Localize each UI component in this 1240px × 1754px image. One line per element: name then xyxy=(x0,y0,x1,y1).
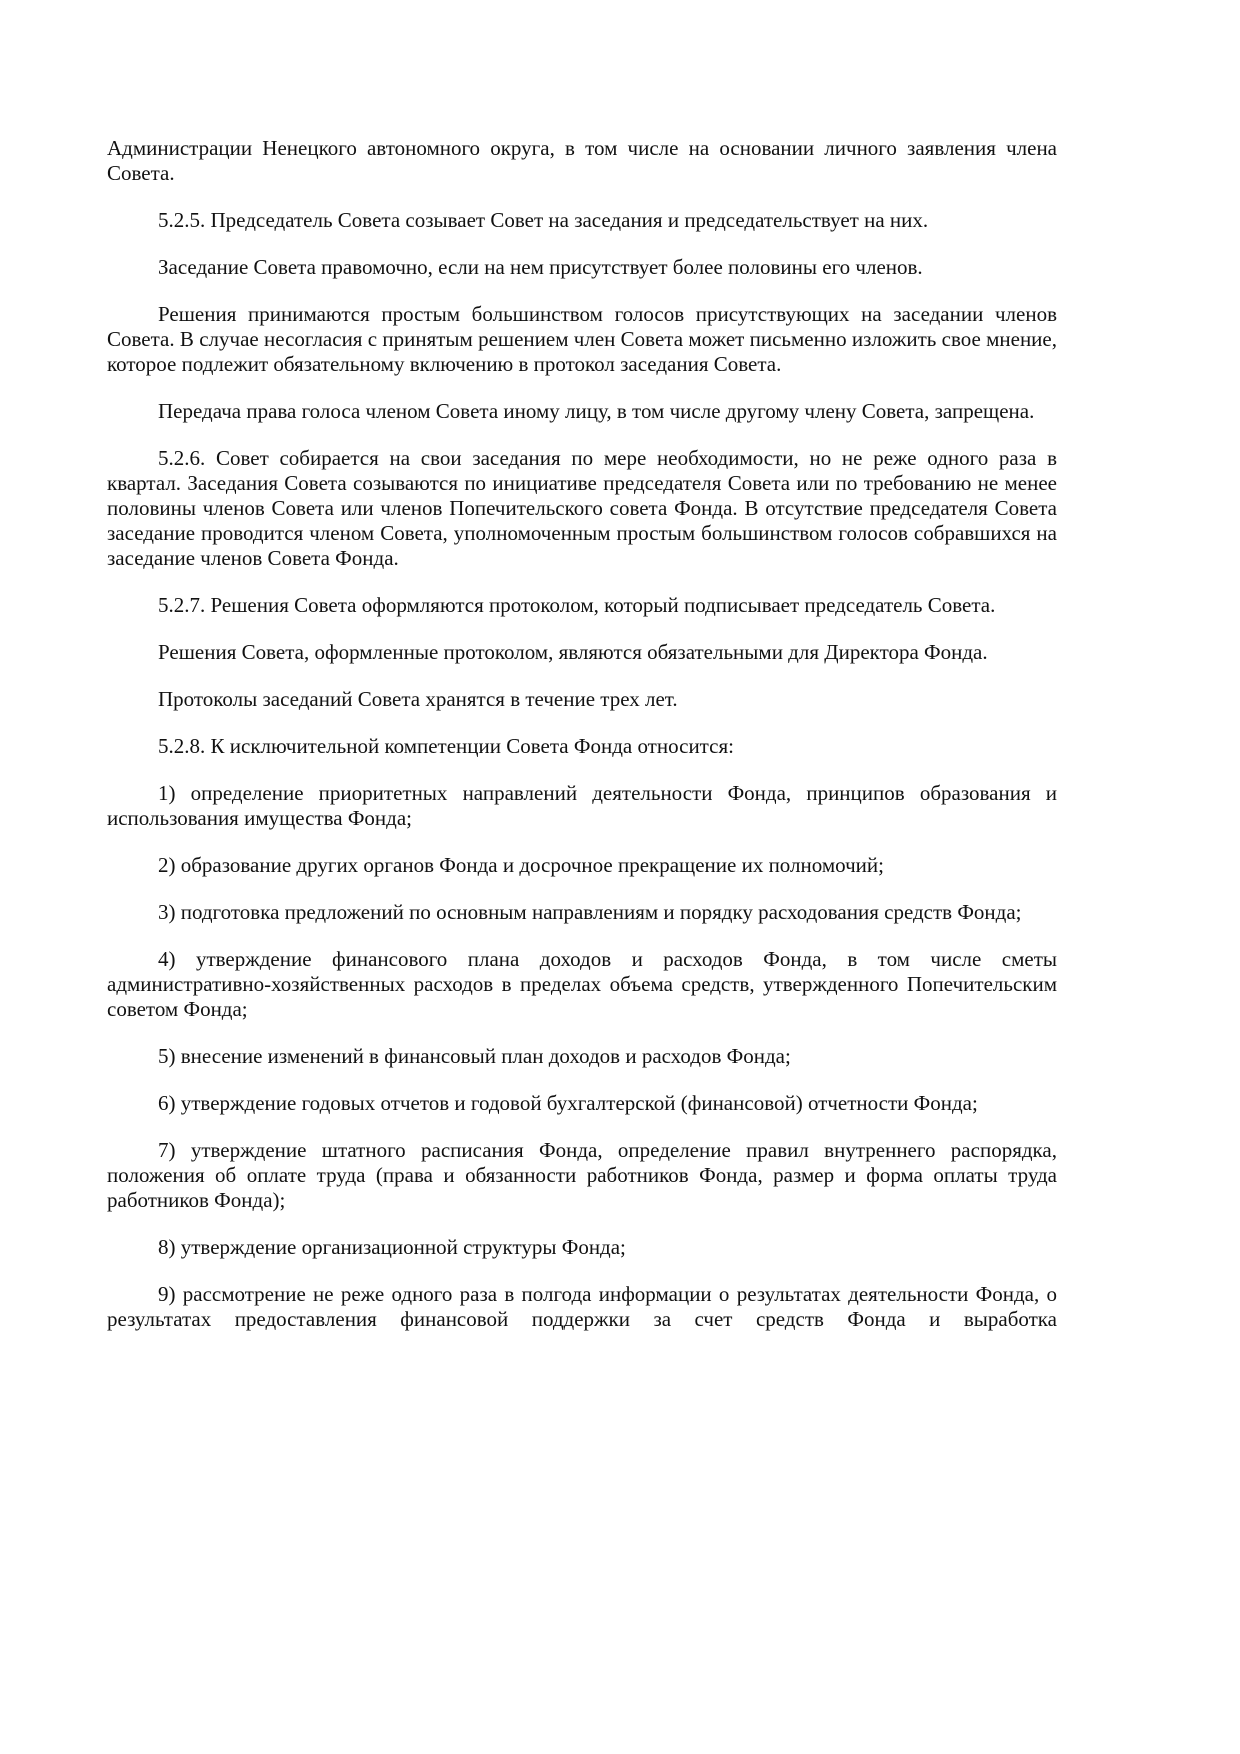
list-item-2: 2) образование других органов Фонда и досрочное прекращение их полномочий; xyxy=(158,853,884,877)
paragraph-binding-decisions: Решения Совета, оформленные протоколом, являются обязательными для Директора Фонда. xyxy=(158,640,988,664)
list-item-8: 8) утверждение организационной структуры Фонда; xyxy=(158,1235,626,1259)
paragraph-vote-transfer: Передача права голоса членом Совета иному лицу, в том числе другому члену Совета, запрещена. xyxy=(158,399,1035,423)
paragraph-quorum: Заседание Совета правомочно, если на нем присутствует более половины его членов. xyxy=(158,255,923,279)
paragraph-5-2-6: 5.2.6. Совет собирается на свои заседания по мере необходимости, но не реже одного раза в квартал. Заседания Совета созываются по инициативе председателя Совета или по требованию не менее половины членов Совета или членов Попечительского совета Фонда. В отсутствие председателя Совета заседание проводится членом Совета, уполномоченным простым большинством голосов собравшихся на заседание членов Совета Фонда. xyxy=(107,446,1057,570)
list-item-7: 7) утверждение штатного расписания Фонда, определение правил внутреннего распорядка, положения об оплате труда (права и обязанности работников Фонда, размер и форма оплаты труда работников Фонда); xyxy=(107,1138,1057,1212)
document-page xyxy=(107,136,1057,1354)
paragraph-5-2-7: 5.2.7. Решения Совета оформляются протоколом, который подписывает председатель Совета. xyxy=(158,593,996,617)
paragraph-continuation: Администрации Ненецкого автономного округа, в том числе на основании личного заявления члена Совета. xyxy=(107,136,1057,185)
list-item-6: 6) утверждение годовых отчетов и годовой бухгалтерской (финансовой) отчетности Фонда; xyxy=(158,1091,978,1115)
list-item-5: 5) внесение изменений в финансовый план доходов и расходов Фонда; xyxy=(158,1044,791,1068)
list-item-3: 3) подготовка предложений по основным направлениям и порядку расходования средств Фонда; xyxy=(158,900,1022,924)
paragraph-protocol-storage: Протоколы заседаний Совета хранятся в течение трех лет. xyxy=(158,687,678,711)
list-item-9: 9) рассмотрение не реже одного раза в полгода информации о результатах деятельности Фонда, о результатах предоставления финансовой поддержки за счет средств Фонда и выработка xyxy=(107,1282,1057,1331)
paragraph-decisions: Решения принимаются простым большинством голосов присутствующих на заседании членов Совета. В случае несогласия с принятым решением член Совета может письменно изложить свое мнение, которое подлежит обязательному включению в протокол заседания Совета. xyxy=(107,302,1057,376)
paragraph-5-2-8: 5.2.8. К исключительной компетенции Совета Фонда относится: xyxy=(158,734,734,758)
paragraph-5-2-5: 5.2.5. Председатель Совета созывает Совет на заседания и председательствует на них. xyxy=(158,208,929,232)
list-item-1: 1) определение приоритетных направлений деятельности Фонда, принципов образования и использования имущества Фонда; xyxy=(107,781,1057,830)
list-item-4: 4) утверждение финансового плана доходов и расходов Фонда, в том числе сметы административно-хозяйственных расходов в пределах объема средств, утвержденного Попечительским советом Фонда; xyxy=(107,947,1057,1021)
